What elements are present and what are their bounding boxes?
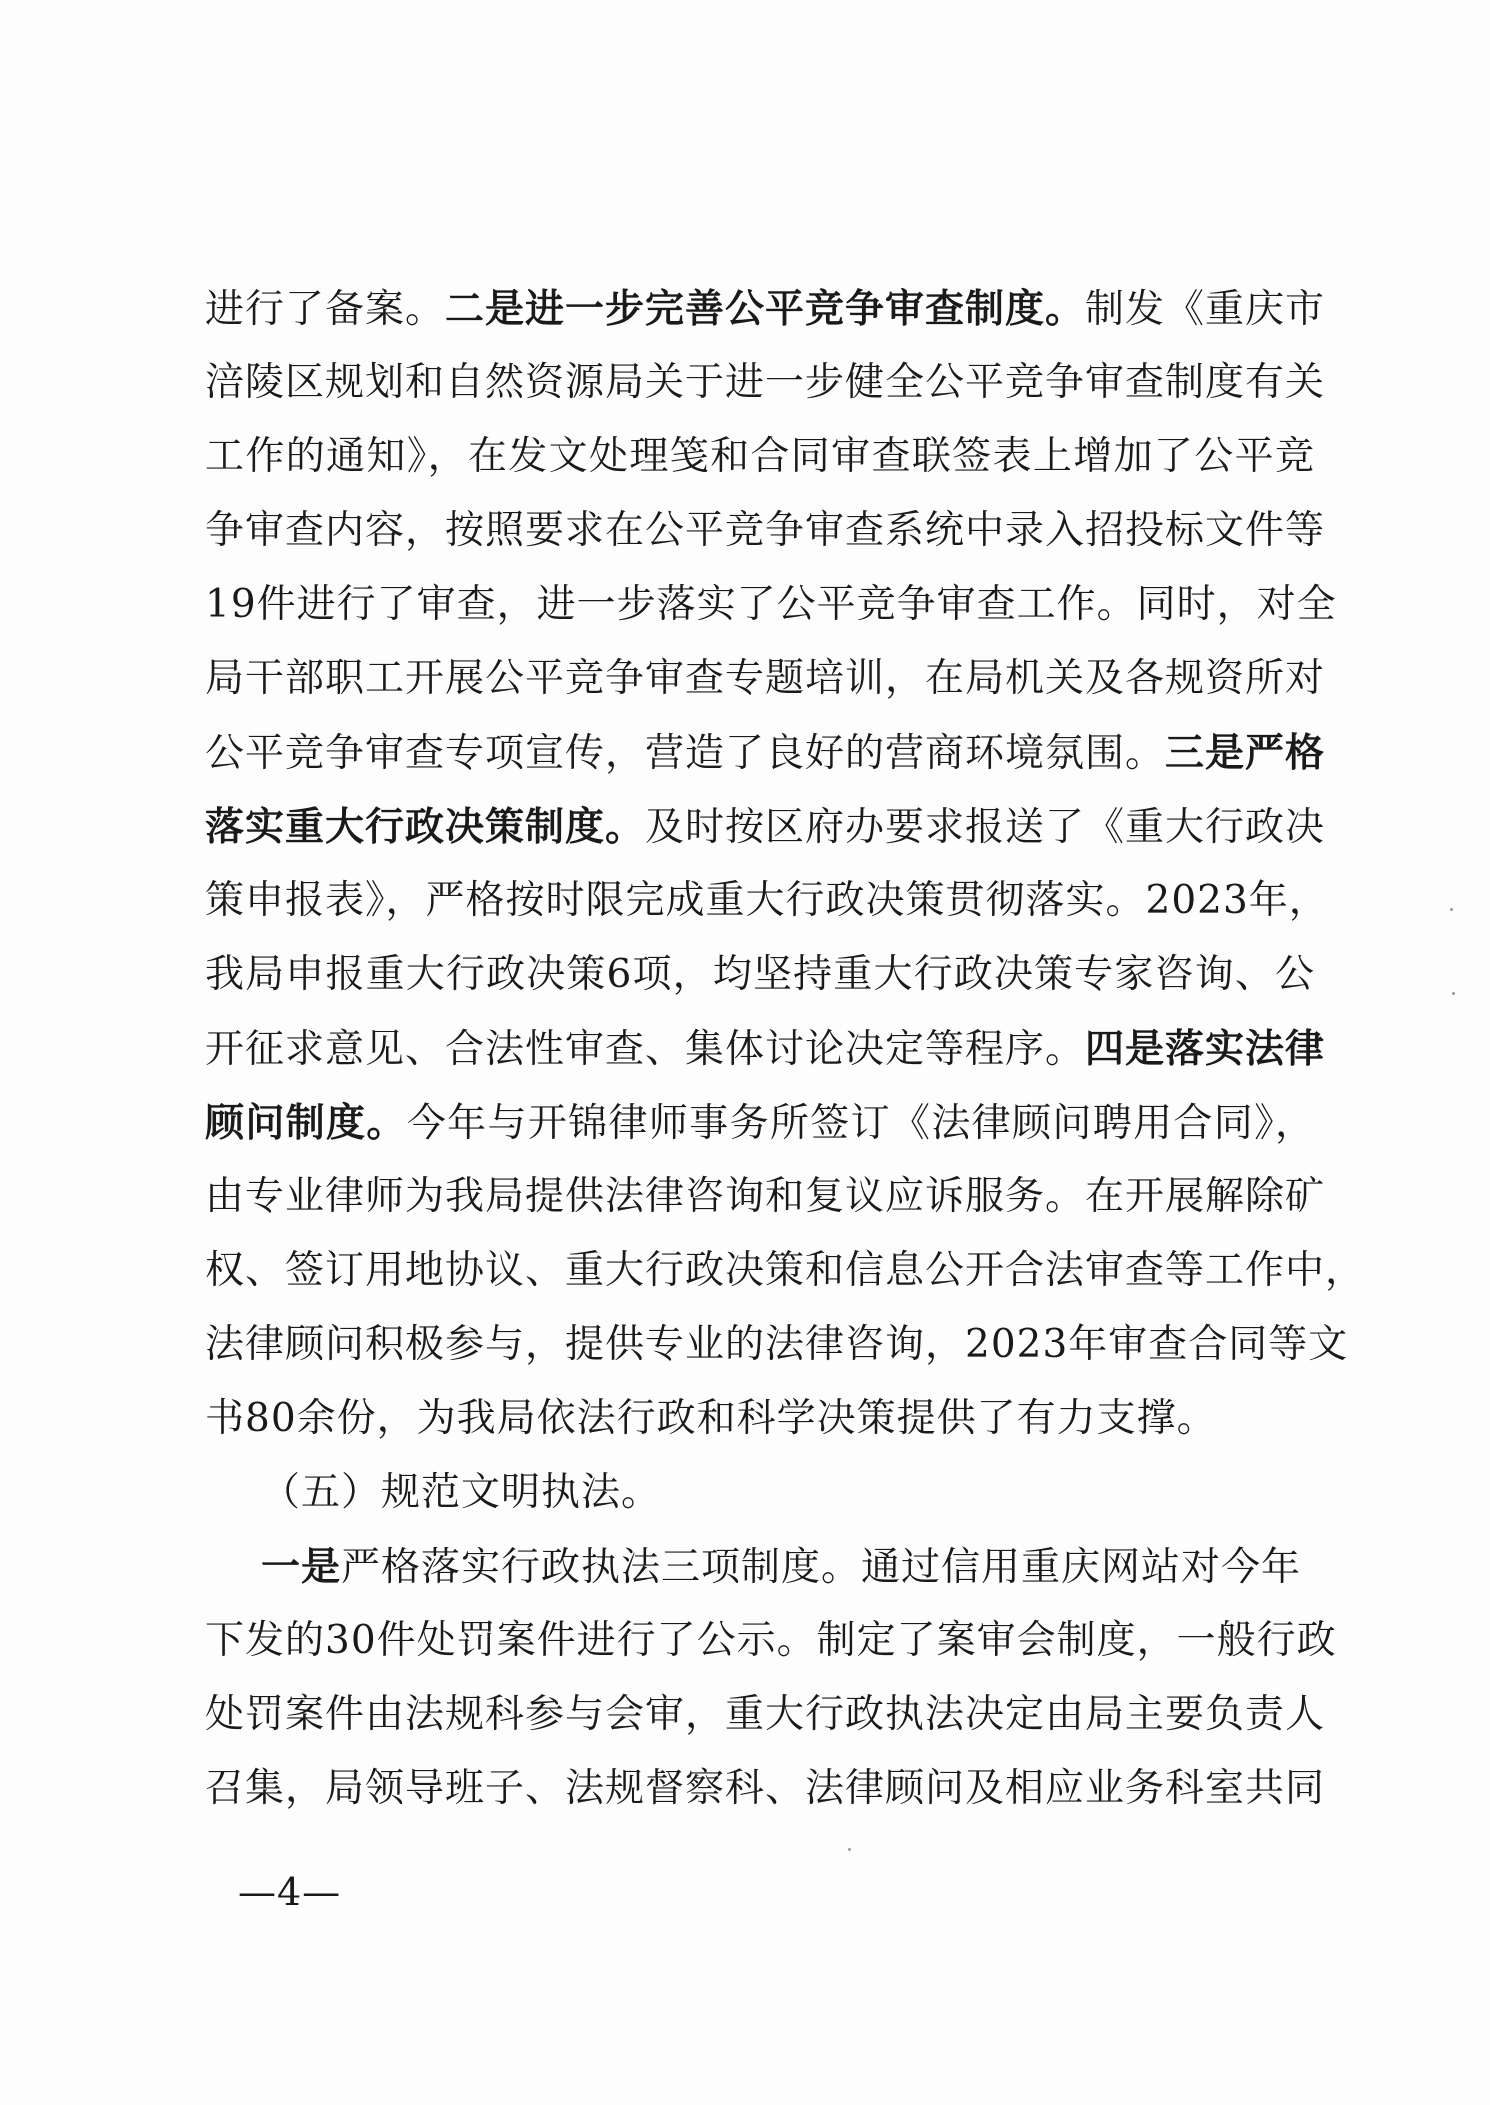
text-line (205, 1160, 1326, 1234)
text-run: 及时按区府办要求报送了《重大行政决 (645, 805, 1326, 850)
text-run: 我局申报重大行政决策6项，均坚持重大行政决策专家咨询、公 (205, 952, 1315, 997)
text-run: 严格落实行政执法三项制度。通过信用重庆网站对今年 (341, 1545, 1302, 1590)
document-body (205, 272, 1366, 1826)
text-run: 19件进行了审查，进一步落实了公平竞争审查工作。同时，对全 (205, 582, 1337, 627)
bold-heading-run: 三是严格 (1165, 730, 1326, 776)
text-line (205, 790, 1326, 864)
text-run: 制发《重庆市 (1085, 287, 1326, 332)
text-line (205, 1012, 1326, 1086)
text-line (205, 1308, 1349, 1382)
section-heading-text: （五）规范文明执法。 (261, 1470, 662, 1515)
text-run: 处罚案件由法规科参与会审，重大行政执法决定由局主要负责人 (205, 1692, 1326, 1737)
text-line (205, 716, 1326, 790)
bold-heading-run: 一是 (261, 1544, 342, 1590)
text-line (205, 1530, 1315, 1604)
text-line (205, 1234, 1366, 1308)
text-run: 由专业律师为我局提供法律咨询和复议应诉服务。在开展解除矿 (205, 1174, 1326, 1219)
scan-speck (1452, 992, 1455, 995)
text-line (205, 938, 1315, 1012)
text-run: 权、签订用地协议、重大行政决策和信息公开合法审查等工作中， (205, 1248, 1366, 1293)
text-run: 今年与开锦律师事务所签订《法律顾问聘用合同》， (406, 1101, 1315, 1146)
text-run: 开征求意见、合法性审查、集体讨论决定等程序。 (205, 1027, 1086, 1072)
bold-heading-run: 顾问制度。 (205, 1100, 407, 1146)
text-run: 召集，局领导班子、法规督察科、法律顾问及相应业务科室共同 (205, 1766, 1326, 1811)
scan-speck (848, 1848, 851, 1851)
text-line (205, 272, 1326, 346)
text-run: 局干部职工开展公平竞争审查专题培训，在局机关及各规资所对 (205, 656, 1326, 701)
text-run: 下发的30件处罚案件进行了公示。制定了案审会制度，一般行政 (205, 1618, 1337, 1663)
text-run: 争审查内容，按照要求在公平竞争审查系统中录入招投标文件等 (205, 508, 1326, 553)
text-line (205, 420, 1315, 494)
scan-speck (1450, 908, 1453, 911)
page-number: —4— (238, 1870, 342, 1914)
text-run: 进行了备案。 (205, 287, 446, 332)
text-run: 策申报表》，严格按时限完成重大行政决策贯彻落实。2023年， (205, 878, 1329, 923)
text-run: 书80余份，为我局依法行政和科学决策提供了有力支撑。 (205, 1396, 1217, 1441)
text-run: 法律顾问积极参与，提供专业的法律咨询，2023年审查合同等文 (205, 1322, 1349, 1367)
text-line (205, 1086, 1315, 1160)
bold-heading-run: 四是落实法律 (1085, 1026, 1326, 1072)
text-line (205, 568, 1337, 642)
bold-heading-run: 二是进一步完善公平竞争审查制度。 (445, 286, 1086, 332)
section-heading (205, 1456, 1315, 1530)
text-line (205, 642, 1326, 716)
text-line (205, 1752, 1326, 1826)
text-run: 公平竞争审查专项宣传，营造了良好的营商环境氛围。 (205, 731, 1166, 776)
text-line (205, 1604, 1337, 1678)
text-line (205, 1382, 1315, 1456)
text-run: 涪陵区规划和自然资源局关于进一步健全公平竞争审查制度有关 (205, 360, 1326, 405)
text-line (205, 494, 1326, 568)
text-run: 工作的通知》，在发文处理笺和合同审查联签表上增加了公平竞 (205, 434, 1315, 479)
bold-heading-run: 落实重大行政决策制度。 (205, 804, 646, 850)
text-line (205, 346, 1326, 420)
text-line (205, 1678, 1326, 1752)
text-line (205, 864, 1329, 938)
